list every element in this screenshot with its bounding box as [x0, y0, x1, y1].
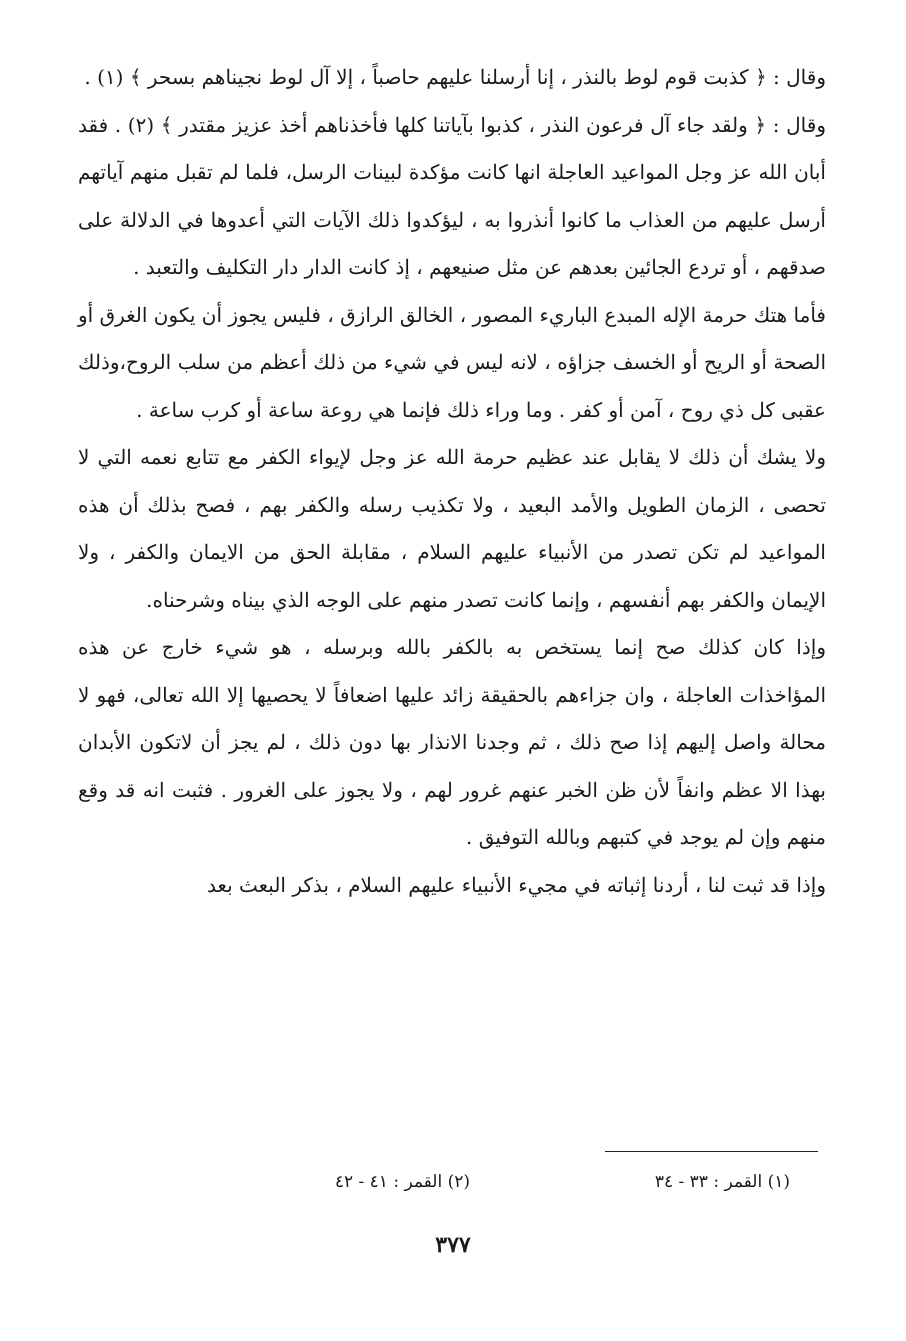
paragraph-6: وإذا قد ثبت لنا ، أردنا إثباته في مجيء الأنبياء عليهم السلام ، بذكر البعث بعد [206, 872, 826, 897]
footnote-divider [605, 1151, 818, 1152]
paragraph-3: فأما هتك حرمة الإله المبدع الباريء المصور ، الخالق الرازق ، فليس يجوز أن يكون الغرق أو الصحة أو الريح أو الخسف جزاؤه ، لانه ليس في شيء من ذلك أعظم من سلب الروح،وذلك عقبى كل ذي روح ، آمن أو كفر . وما وراء ذلك فإنما هي روعة ساعة أو كرب ساعة . [78, 302, 826, 422]
paragraph-1: وقال : ﴿ كذبت قوم لوط بالنذر ، إنا أرسلنا عليهم حاصباً ، إلا آل لوط نجيناهم بسحر ﴾ (١) . [84, 65, 826, 89]
footnotes [300, 1168, 790, 1196]
footnote-2: (٢) القمر : ٤١ - ٤٢ [334, 1172, 470, 1192]
paragraph-4: ولا يشك أن ذلك لا يقابل عند عظيم حرمة الله عز وجل لإيواء الكفر مع تتابع نعمه التي لا تحصى ، الزمان الطويل والأمد البعيد ، ولا تكذيب رسله والكفر بهم ، فصح بذلك أن هذه المواعيد لم تكن تصدر من الأنبياء عليهم السلام ، مقابلة الحق من الايمان والكفر ، ولا الإيمان والكفر بهم أنفسهم ، وإنما كانت تصدر منهم على الوجه الذي بيناه وشرحناه. [78, 445, 826, 612]
page-number: ٣٧٧ [435, 1232, 471, 1258]
footnote-1: (١) القمر : ٣٣ - ٣٤ [654, 1172, 790, 1192]
main-text [78, 54, 826, 909]
paragraph-2: وقال : ﴿ ولقد جاء آل فرعون النذر ، كذبوا بآياتنا كلها فأخذناهم أخذ عزيز مقتدر ﴾ (٢) . فقد أبان الله عز وجل المواعيد العاجلة انها كانت مؤكدة لبينات الرسل، فلما لم تقبل منهم آياتهم أرسل عليهم من العذاب ما كانوا أنذروا به ، ليؤكدوا ذلك الآيات التي أعدوها في الدلالة على صدقهم ، أو تردع الجائين بعدهم عن مثل صنيعهم ، إذ كانت الدار دار التكليف والتعبد . [78, 112, 826, 279]
paragraph-5: وإذا كان كذلك صح إنما يستخص به بالكفر بالله وبرسله ، هو شيء خارج عن هذه المؤاخذات العاجلة ، وان جزاءهم بالحقيقة زائد عليها اضعافاً لا يحصيها إلا الله تعالى، فهو لا محالة واصل إليهم إذا صح ذلك ، ثم وجدنا الانذار بها دون ذلك ، لم يجز أن لاتكون الأبدان بهذا الا عظم وانفاً لأن ظن الخبر عنهم غرور لهم ، ولا يجوز على الغرور . فثبت انه قد وقع منهم وإن لم يوجد في كتبهم وبالله التوفيق . [78, 635, 826, 849]
